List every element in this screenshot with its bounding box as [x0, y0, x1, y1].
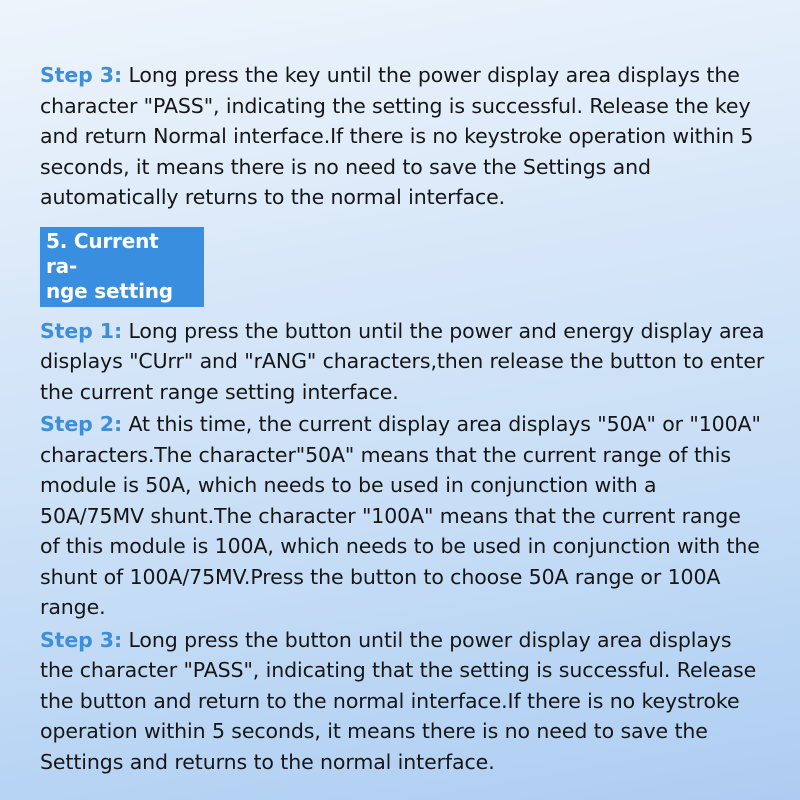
section-heading-badge [40, 227, 204, 307]
step-text: Long press the button until the power display area displays the character "PASS", indicating that the setting is successful. Release the button and return to the normal interface.If there is no keystroke operation within 5 seconds, it means there is no need to save the Settings and returns to the normal interface. [40, 627, 757, 774]
step-label: Step 1: [40, 318, 123, 343]
step-label: Step 2: [40, 412, 123, 436]
paragraph-step2 [40, 409, 766, 623]
document-content [40, 58, 766, 777]
step-label: Step 3: [40, 63, 123, 87]
step-label: Step 3: [40, 627, 123, 652]
section-heading-line2: nge setting [46, 278, 173, 303]
step-text: Long press the button until the power and energy display area displays "CUrr" and "rANG" characters,then release the button to enter the current range setting interface. [40, 318, 765, 404]
paragraph-step3-top [40, 60, 766, 213]
paragraph-step1 [40, 316, 766, 408]
step-text: At this time, the current display area displays "50A" or "100A" characters.The character"50A" means that the current range of this module is 50A, which needs to be used in conjunction with a 50A/75MV shunt.The character "100A" means that the current range of this module is 100A, which needs to be used in conjunction with the shunt of 100A/75MV.Press the button to choose 50A range or 100A range. [40, 412, 761, 619]
paragraph-step3 [40, 625, 766, 778]
section-heading [40, 227, 766, 307]
section-heading-line1: 5. Current ra- [46, 228, 159, 278]
step-text: Long press the key until the power display area displays the character "PASS", indicating the setting is successful. Release the key and return Normal interface.If there is no keystroke operation within 5 seconds, it means there is no need to save the Settings and automatically returns to the normal interface. [40, 63, 754, 209]
